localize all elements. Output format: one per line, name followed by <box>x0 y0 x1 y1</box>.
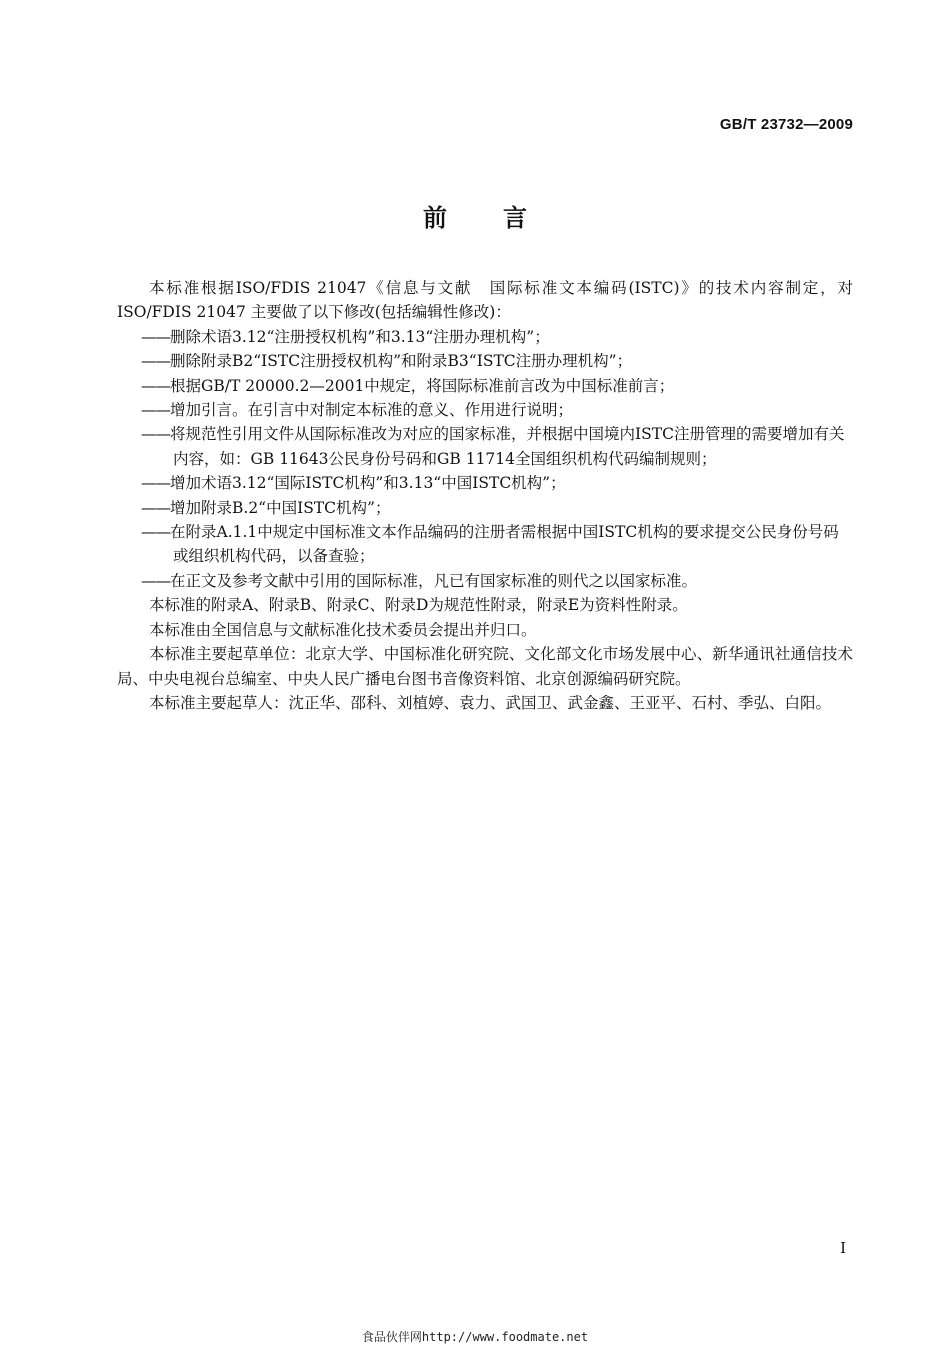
list-item <box>117 374 853 398</box>
dash-marker: —— <box>141 352 170 371</box>
page-number: I <box>840 1239 846 1257</box>
drafters-paragraph: 本标准主要起草人：沈正华、邵科、刘植婷、袁力、武国卫、武金鑫、王亚平、石村、季弘、白阳。 <box>149 693 832 712</box>
dash-marker: —— <box>141 425 170 444</box>
list-item <box>117 349 853 373</box>
list-item <box>117 471 853 495</box>
list-item-text: 增加引言。在引言中对制定本标准的意义、作用进行说明； <box>170 401 574 420</box>
proposed-paragraph: 本标准由全国信息与文献标准化技术委员会提出并归口。 <box>149 620 537 639</box>
standard-number: GB/T 23732—2009 <box>719 116 853 133</box>
list-item-text: 在附录A.1.1中规定中国标准文本作品编码的注册者需根据中国ISTC机构的要求提交公民身份号码或组织机构代码，以备查验； <box>170 523 839 566</box>
annex-paragraph: 本标准的附录A、附录B、附录C、附录D为规范性附录，附录E为资料性附录。 <box>149 596 688 615</box>
dash-marker: —— <box>141 523 170 542</box>
list-item <box>117 569 853 593</box>
list-item <box>117 496 853 520</box>
list-item-text: 删除术语3.12“注册授权机构”和3.13“注册办理机构”； <box>170 327 550 346</box>
list-item <box>117 422 853 471</box>
list-item-text: 增加附录B.2“中国ISTC机构”； <box>170 498 391 517</box>
drafting-units-paragraph: 本标准主要起草单位：北京大学、中国标准化研究院、文化部文化市场发展中心、新华通讯社通信技术局、中央电视台总编室、中央人民广播电台图书音像资料馆、北京创源编码研究院。 <box>117 645 853 688</box>
list-item <box>117 520 853 569</box>
list-item-text: 将规范性引用文件从国际标准改为对应的国家标准，并根据中国境内ISTC注册管理的需要增加有关内容，如：GB 11643公民身份号码和GB 11714全国组织机构代码编制规则； <box>170 425 845 468</box>
list-item-text: 根据GB/T 20000.2—2001中规定，将国际标准前言改为中国标准前言； <box>170 376 675 395</box>
list-item <box>117 325 853 349</box>
dash-marker: —— <box>141 327 170 346</box>
dash-marker: —— <box>141 376 170 395</box>
foreword-body <box>117 276 853 715</box>
dash-marker: —— <box>141 571 170 590</box>
dash-marker: —— <box>141 498 170 517</box>
footer-watermark: 食品伙伴网http://www.foodmate.net <box>361 1330 589 1344</box>
page-title: 前言 <box>423 204 583 232</box>
list-item <box>117 398 853 422</box>
list-item-text: 在正文及参考文献中引用的国际标准，凡已有国家标准的则代之以国家标准。 <box>170 571 698 590</box>
list-item-text: 增加术语3.12“国际ISTC机构”和3.13“中国ISTC机构”； <box>170 474 566 493</box>
dash-marker: —— <box>141 474 170 493</box>
dash-marker: —— <box>141 401 170 420</box>
list-item-text: 删除附录B2“ISTC注册授权机构”和附录B3“ISTC注册办理机构”； <box>170 352 633 371</box>
intro-paragraph: 本标准根据ISO/FDIS 21047《信息与文献 国际标准文本编码(ISTC)》的技术内容制定，对ISO/FDIS 21047 主要做了以下修改(包括编辑性修改)： <box>117 279 853 322</box>
